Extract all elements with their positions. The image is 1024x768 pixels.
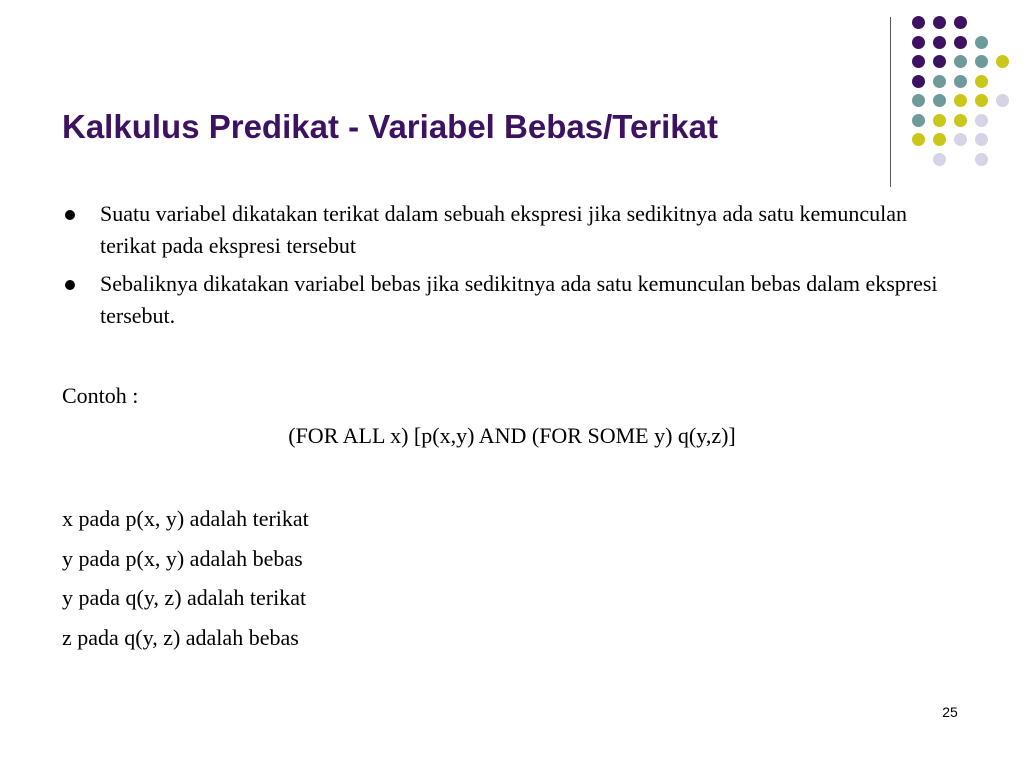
explanation-line: x pada p(x, y) adalah terikat — [62, 506, 309, 531]
decorative-dot — [954, 16, 967, 29]
decorative-dot — [912, 94, 925, 107]
decorative-dot — [933, 16, 946, 29]
decorative-dot — [975, 94, 988, 107]
decorative-dot — [975, 153, 988, 166]
decorative-dot — [933, 114, 946, 127]
bullet-item — [62, 268, 962, 332]
decorative-dot — [954, 75, 967, 88]
decorative-dot — [996, 94, 1009, 107]
bullet-item — [62, 198, 962, 262]
decorative-dot — [912, 114, 925, 127]
bullet-text: Suatu variabel dikatakan terikat dalam sebuah ekspresi jika sedikitnya ada satu kemunculan terikat pada ekspresi tersebut — [100, 201, 908, 258]
decorative-dot — [975, 133, 988, 146]
slide-body — [62, 198, 962, 338]
decorative-dot-grid — [0, 0, 1024, 200]
explanation-line: y pada p(x, y) adalah bebas — [62, 545, 303, 571]
example-formula: (FOR ALL x) [p(x,y) AND (FOR SOME y) q(y,z)] — [288, 423, 736, 448]
decorative-dot — [954, 36, 967, 49]
decorative-dot — [975, 36, 988, 49]
decorative-dot — [954, 114, 967, 127]
decorative-dot — [912, 75, 925, 88]
bullet-list — [62, 198, 962, 332]
decorative-dot — [975, 75, 988, 88]
decorative-dot — [975, 55, 988, 68]
decorative-dot — [912, 133, 925, 146]
decorative-dot — [954, 133, 967, 146]
decorative-dot — [933, 75, 946, 88]
bullet-dot-icon — [65, 210, 75, 220]
decorative-dot — [996, 55, 1009, 68]
decorative-dot — [912, 16, 925, 29]
example-label: Contoh : — [62, 383, 139, 408]
explanation-line: z pada q(y, z) adalah bebas — [62, 624, 299, 650]
explanation-list — [62, 499, 309, 657]
decorative-dot — [912, 36, 925, 49]
decorative-dot — [933, 94, 946, 107]
decorative-dot — [933, 36, 946, 49]
slide-title: Kalkulus Predikat - Variabel Bebas/Terikat — [62, 108, 719, 145]
decorative-dot — [975, 114, 988, 127]
bullet-text: Sebaliknya dikatakan variabel bebas jika sedikitnya ada satu kemunculan bebas dalam ekspresi tersebut. — [100, 271, 938, 328]
decorative-dot — [933, 55, 946, 68]
decorative-dot — [954, 55, 967, 68]
decorative-dot — [933, 133, 946, 146]
bullet-dot-icon — [65, 280, 75, 290]
explanation-line: y pada q(y, z) adalah terikat — [62, 585, 307, 610]
decorative-dot — [954, 94, 967, 107]
page-number: 25 — [942, 704, 958, 720]
decorative-dot — [912, 55, 925, 68]
decorative-dot — [933, 153, 946, 166]
